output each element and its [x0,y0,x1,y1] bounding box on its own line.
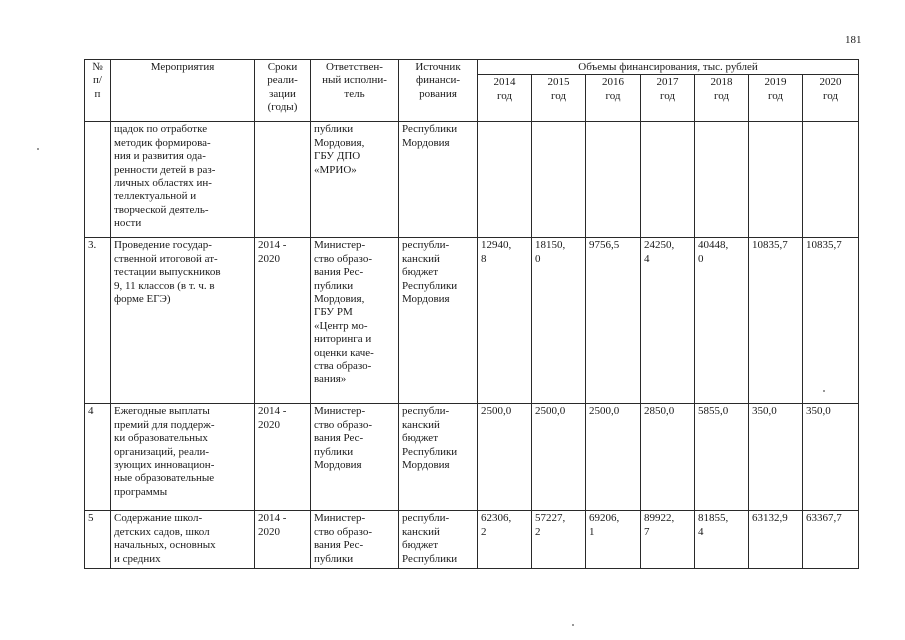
row-value-2016: 69206, 1 [586,511,641,569]
row-value-2015: 2500,0 [532,404,586,511]
row-value-2016: 9756,5 [586,238,641,404]
row-measure: Проведение государ- ственной итоговой ат- тестации выпускников 9, 11 классов (в т. ч. в форме ЕГЭ) [111,238,255,404]
row-num: 4 [85,404,111,511]
header-year-2020: 2020 год [803,75,859,122]
row-value-2020: 63367,7 [803,511,859,569]
row-value-2018: 40448, 0 [695,238,749,404]
row-value-2019: 10835,7 [749,238,803,404]
row-source: Республики Мордовия [399,122,478,238]
row-value-2016: 2500,0 [586,404,641,511]
row-measure: Содержание школ- детских садов, школ начальных, основных и средних [111,511,255,569]
row-source: республи- канский бюджет Республики Мордовия [399,404,478,511]
row-num [85,122,111,238]
header-volume: Объемы финансирования, тыс. рублей [478,60,859,75]
row-value-2017: 2850,0 [641,404,695,511]
page-number: 181 [845,34,862,46]
table-body [85,122,859,569]
row-value-2017 [641,122,695,238]
row-executor: Министер- ство образо- вания Рес- публики [311,511,399,569]
header-year-2015: 2015 год [532,75,586,122]
table-header [85,60,859,122]
row-measure: Ежегодные выплаты премий для поддерж- ки образовательных организаций, реали- зующих инновацион- ные образовательные программы [111,404,255,511]
row-value-2014: 12940, 8 [478,238,532,404]
header-year-2016: 2016 год [586,75,641,122]
row-executor: Министер- ство образо- вания Рес- публики Мордовия [311,404,399,511]
row-value-2016 [586,122,641,238]
row-value-2019: 350,0 [749,404,803,511]
table-row [85,238,859,404]
header-year-2017: 2017 год [641,75,695,122]
row-value-2019 [749,122,803,238]
row-value-2014: 62306, 2 [478,511,532,569]
row-value-2018: 81855, 4 [695,511,749,569]
row-num: 3. [85,238,111,404]
row-value-2015: 18150, 0 [532,238,586,404]
row-executor: публики Мордовия, ГБУ ДПО «МРИО» [311,122,399,238]
row-value-2019: 63132,9 [749,511,803,569]
table-row [85,404,859,511]
row-value-2020: 10835,7 [803,238,859,404]
row-terms: 2014 - 2020 [255,404,311,511]
row-terms [255,122,311,238]
header-executor: Ответствен- ный исполни- тель [311,60,399,122]
row-value-2017: 24250, 4 [641,238,695,404]
row-value-2020: 350,0 [803,404,859,511]
table-row [85,122,859,238]
row-value-2015 [532,122,586,238]
row-source: республи- канский бюджет Республики [399,511,478,569]
header-year-2014: 2014 год [478,75,532,122]
row-executor: Министер- ство образо- вания Рес- публики Мордовия, ГБУ РМ «Центр мо- ниторинга и оценки каче- ства образо- вания» [311,238,399,404]
row-measure: щадок по отработке методик формирова- ния и развития ода- ренности детей в раз- личных областях ин- теллектуальной и творческой деятель- ности [111,122,255,238]
header-num: № п/ п [85,60,111,122]
financing-table [84,59,859,569]
header-source: Источник финанси- рования [399,60,478,122]
header-measure: Мероприятия [111,60,255,122]
row-terms: 2014 - 2020 [255,511,311,569]
row-value-2014 [478,122,532,238]
scan-speck [572,624,574,626]
header-year-2018: 2018 год [695,75,749,122]
row-value-2015: 57227, 2 [532,511,586,569]
table-row [85,511,859,569]
header-year-2019: 2019 год [749,75,803,122]
scan-speck [823,390,825,392]
row-value-2018: 5855,0 [695,404,749,511]
scan-speck [37,148,39,150]
row-terms: 2014 - 2020 [255,238,311,404]
row-value-2014: 2500,0 [478,404,532,511]
row-value-2018 [695,122,749,238]
header-terms: Сроки реали- зации (годы) [255,60,311,122]
row-value-2017: 89922, 7 [641,511,695,569]
row-num: 5 [85,511,111,569]
row-value-2020 [803,122,859,238]
row-source: республи- канский бюджет Республики Мордовия [399,238,478,404]
